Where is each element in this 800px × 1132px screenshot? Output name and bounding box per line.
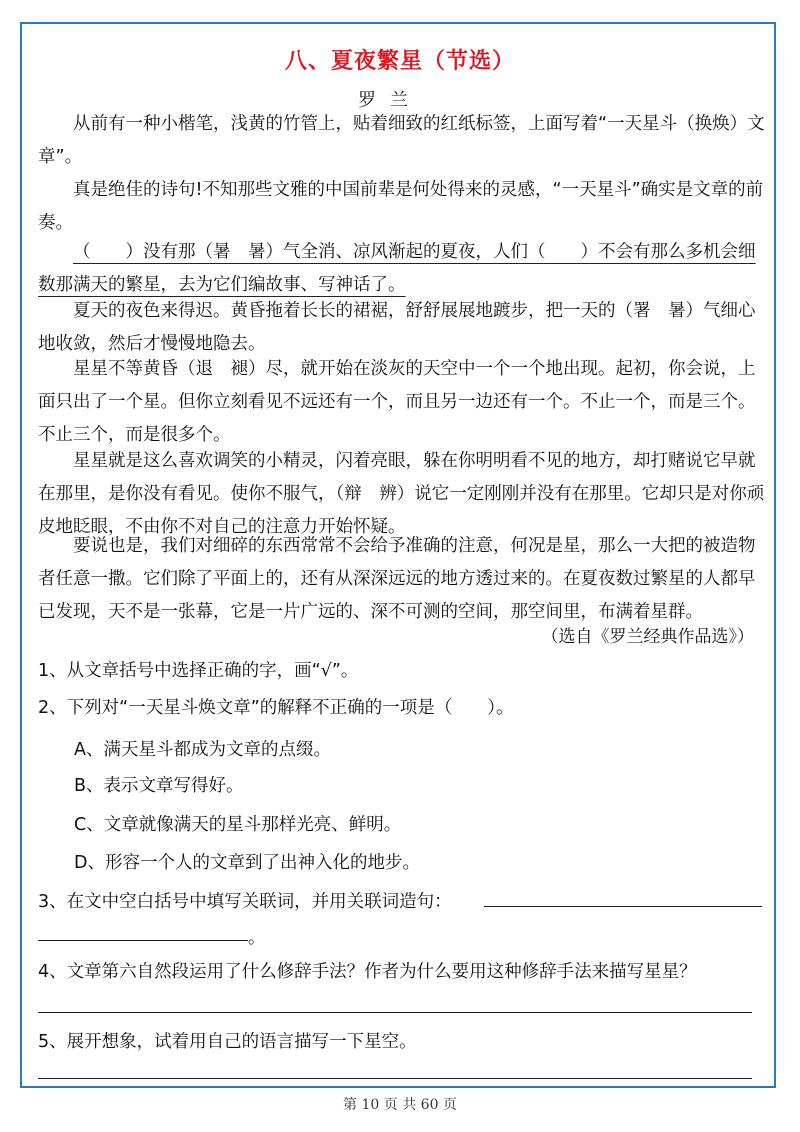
option-c: C、文章就像满天的星斗那样光亮、鲜明。	[74, 815, 402, 835]
question-5: 5、展开想象，试着用自己的语言描写一下星空。	[38, 1032, 417, 1052]
paragraph-4: 夏天的夜色来得迟。黄昏拖着长长的裙裾，舒舒展展地踱步，把一天的（署 暑）气细心地收敛，然后才慢慢地隐去。	[38, 301, 756, 354]
page-title: 八、夏夜繁星（节选）	[284, 49, 515, 74]
paragraph-6: 星星就是这么喜欢调笑的小精灵，闪着亮眼，躲在你明明看不见的地方，却打赌说它早就在那里，是你没有看见。使你不服气，（辩 辨）说它一定刚刚并没有在那里。它却只是对你顽皮地眨眼，不由你不对自己的注意力开始怀疑。	[38, 451, 765, 537]
answer-line-5[interactable]	[38, 1078, 752, 1079]
answer-line-3a[interactable]	[484, 906, 762, 907]
option-b: B、表示文章写得好。	[74, 776, 244, 796]
paragraph-3	[38, 236, 766, 302]
option-a: A、满天星斗都成为文章的点缀。	[74, 740, 331, 760]
source-citation: （选自《罗兰经典作品选》）	[541, 627, 754, 647]
author-name: 罗兰	[358, 90, 422, 111]
question-3: 3、在文中空白括号中填写关联词，并用关联词造句：	[38, 892, 452, 912]
answer-line-3b[interactable]	[38, 940, 248, 941]
paragraph-1: 从前有一种小楷笔，浅黄的竹管上，贴着细致的红纸标签，上面写着“一天星斗（换焕）文章”。	[38, 114, 765, 167]
question-2: 2、下列对“一天星斗焕文章”的解释不正确的一项是（ ）。	[38, 698, 514, 718]
paragraph-5: 星星不等黄昏（退 褪）尽，就开始在淡灰的天空中一个一个地出现。起初，你会说，上面只出了一个星。但你立刻看见不远还有一个，而且另一边还有一个。不止一个，而是三个。不止三个，而是很多个。	[38, 359, 756, 445]
answer-line-4[interactable]	[38, 1012, 752, 1013]
option-d: D、形容一个人的文章到了出神入化的地步。	[74, 853, 420, 873]
paragraph-2: 真是绝佳的诗句!不知那些文雅的中国前辈是何处得来的灵感，“一天星斗”确实是文章的前奏。	[38, 180, 764, 233]
page-number: 第 10 页 共 60 页	[343, 1097, 457, 1113]
question-4: 4、文章第六自然段运用了什么修辞手法？作者为什么要用这种修辞手法来描写星星？	[38, 962, 697, 982]
question-3-end: 。	[248, 928, 266, 948]
underlined-sentence: （ ）没有那（暑 暑）气全消、凉风渐起的夏夜，人们（ ）不会有那么多机会细数那满天的繁星，去为它们编故事、写神话了。	[38, 242, 756, 295]
question-1: 1、从文章括号中选择正确的字，画“√”。	[38, 661, 359, 681]
paragraph-7: 要说也是，我们对细碎的东西常常不会给予准确的注意，何况是星，那么一大把的被造物者任意一撒。它们除了平面上的，还有从深深远远的地方透过来的。在夏夜数过繁星的人都早已发现，天不是一张幕，它是一片广远的、深不可测的空间，那空间里，布满着星群。	[38, 536, 756, 622]
